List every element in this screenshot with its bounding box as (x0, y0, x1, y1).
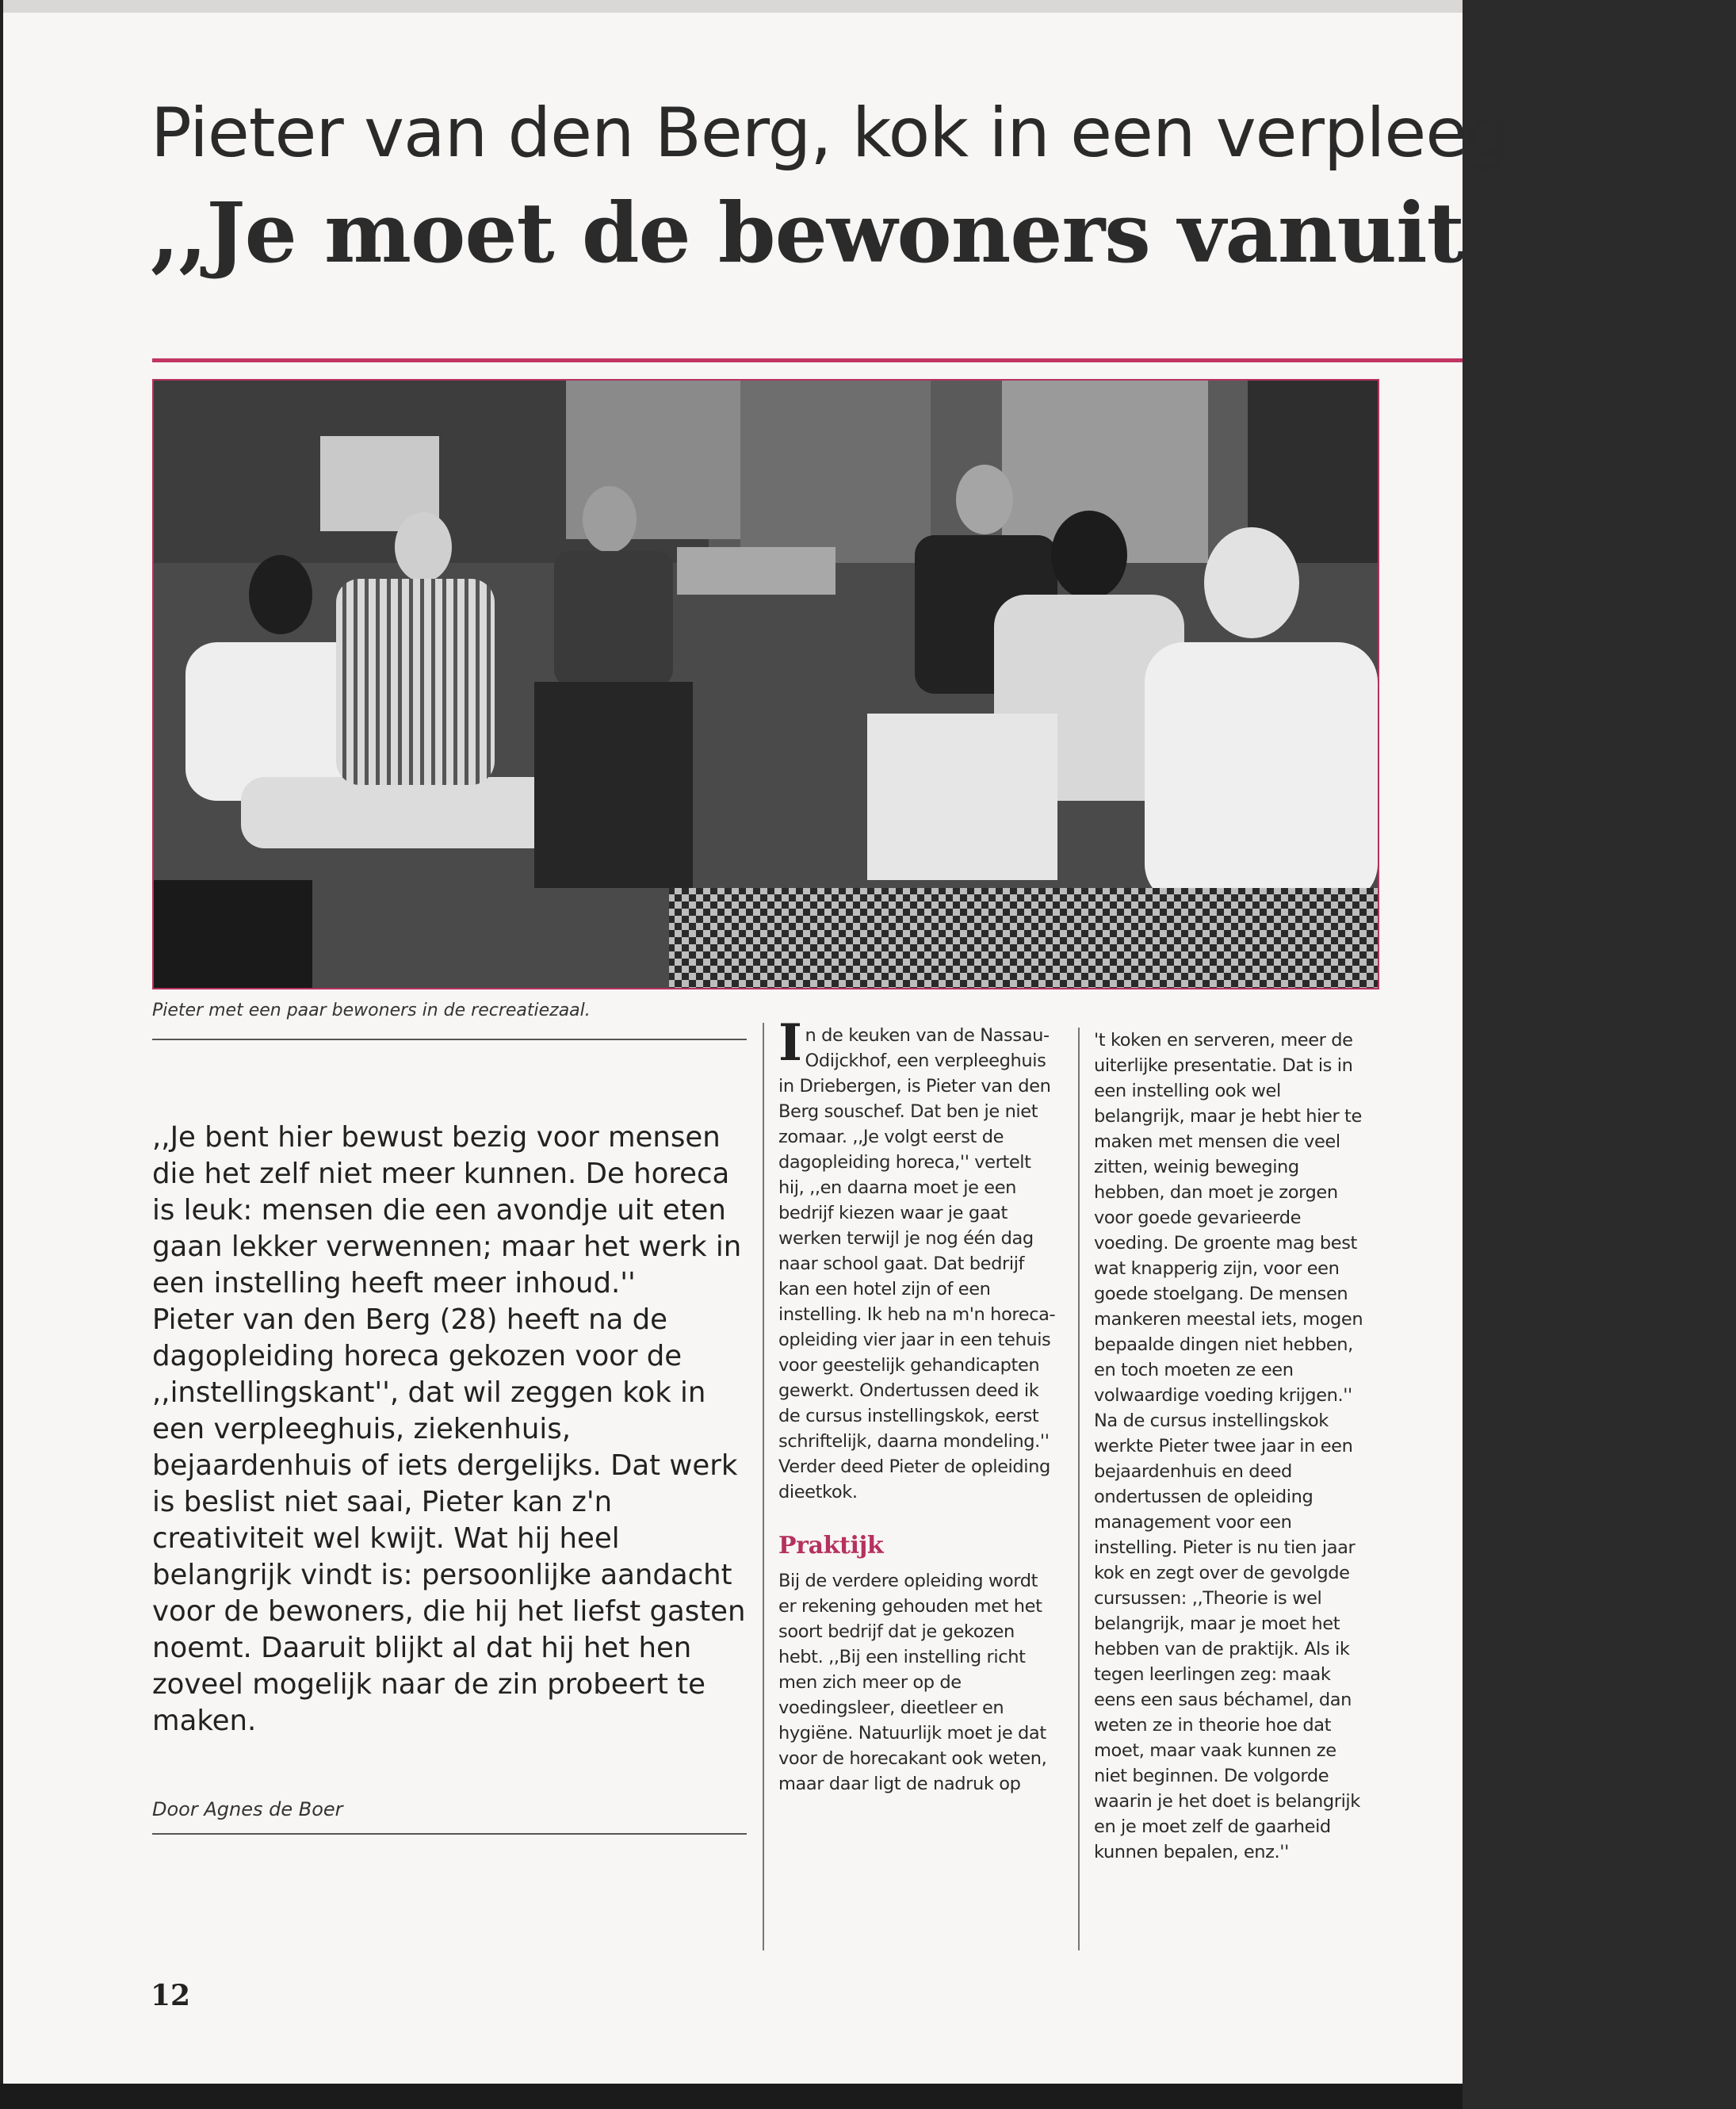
intro-body: Pieter van den Berg (28) heeft na de dagopleiding horeca gekozen voor de ,,instellingskant'', dat wil zeggen kok in een verpleeghuis, ziekenhuis, bejaardenhuis of iets dergelijks. Dat werk is beslist niet saai, Pieter kan z'n creativiteit wel kwijt. Wat hij heel belangrijk vindt is: persoonlijke aandacht voor de bewoners, die hij het liefst gasten noemt. Daaruit blijkt al dat hij het hen zoveel mogelijk naar de zin probeert te maken. (152, 1303, 746, 1737)
article-photo (152, 379, 1379, 989)
page-number: 12 (151, 1979, 191, 2012)
column1-text-1: n de keuken van de Nassau-Odijckhof, een verpleeghuis in Driebergen, is Pieter van den Berg souschef. Dat ben je niet zomaar. ,,Je volgt eerst de dagopleiding horeca,'' vertelt hij, ,,en daarna moet je een bedrijf kiezen waar je gaat werken terwijl je nog één dag naar school gaat. Dat bedrijf kan een hotel zijn of een instelling. Ik heb na m'n horeca-opleiding vier jaar in een tehuis voor geestelijk gehandicapten gewerkt. Ondertussen deed ik de cursus instellingskok, eerst schriftelijk, daarna mondeling.'' Verder deed Pieter de opleiding dieetkok. (778, 1025, 1056, 1502)
article-column-1 (778, 1013, 1057, 1797)
article-column-2 (1094, 1028, 1373, 1865)
column-divider-right (1078, 1028, 1080, 1950)
column1-paragraph-1 (778, 1013, 1057, 1505)
photo-caption: Pieter met een paar bewoners in de recreatiezaal. (152, 1001, 591, 1020)
bottom-scan-edge (0, 2084, 1463, 2109)
column1-paragraph-2: Bij de verdere opleiding wordt er rekening gehouden met het soort bedrijf dat je gekozen hebt. ,,Bij een instelling richt men zich meer op de voedingsleer, dieetleer en hygiëne. Natuurlijk moet je dat voor de horecakant ook weten, maar daar ligt de nadruk op (778, 1571, 1047, 1794)
section-heading-praktijk: Praktijk (778, 1532, 884, 1560)
caption-divider (152, 1039, 747, 1040)
byline-divider (152, 1833, 747, 1835)
left-scan-edge (0, 0, 3, 2084)
top-scan-edge (0, 0, 1463, 13)
drop-cap: I (778, 1013, 802, 1073)
intro-block (152, 1120, 755, 1740)
title-divider (152, 358, 1463, 362)
column2-paragraph-1: 't koken en serveren, meer de uiterlijke presentatie. Dat is in een instelling ook wel belangrijk, maar je hebt hier te maken met mensen die veel zitten, weinig beweging hebben, dan moet je zorgen voor goede gevarieerde voeding. De groente mag best wat knapperig zijn, voor een goede stoelgang. De mensen mankeren meestal iets, mogen bepaalde dingen niet hebben, en toch moeten ze een volwaardige voeding krijgen.'' Na de cursus instellingskok werkte Pieter twee jaar in een bejaardenhuis en deed ondertussen de opleiding management voor een instelling. Pieter is nu tien jaar kok en zegt over de gevolgde cursussen: ,,Theorie is wel belangrijk, maar je moet het hebben van de praktijk. Als ik tegen leerlingen zeg: maak eens een saus béchamel, dan weten ze in theorie hoe dat moet, maar vaak kunnen ze niet beginnen. De volgorde waarin je het doet is belangrijk en je moet zelf de gaarheid kunnen bepalen, enz.'' (1094, 1030, 1363, 1862)
article-title: ,,Je moet de bewoners vanuit de ke (151, 184, 1736, 281)
article-subtitle: Pieter van den Berg, kok in een verpleeg (151, 94, 1509, 173)
byline: Door Agnes de Boer (152, 1798, 343, 1820)
intro-quote: ,,Je bent hier bewust bezig voor mensen die het zelf niet meer kunnen. De horeca is leuk: mensen die een avondje uit eten gaan lekker verwennen; maar het werk in een instelling heeft meer inhoud.'' (152, 1121, 742, 1299)
column-divider-left (763, 1023, 764, 1950)
